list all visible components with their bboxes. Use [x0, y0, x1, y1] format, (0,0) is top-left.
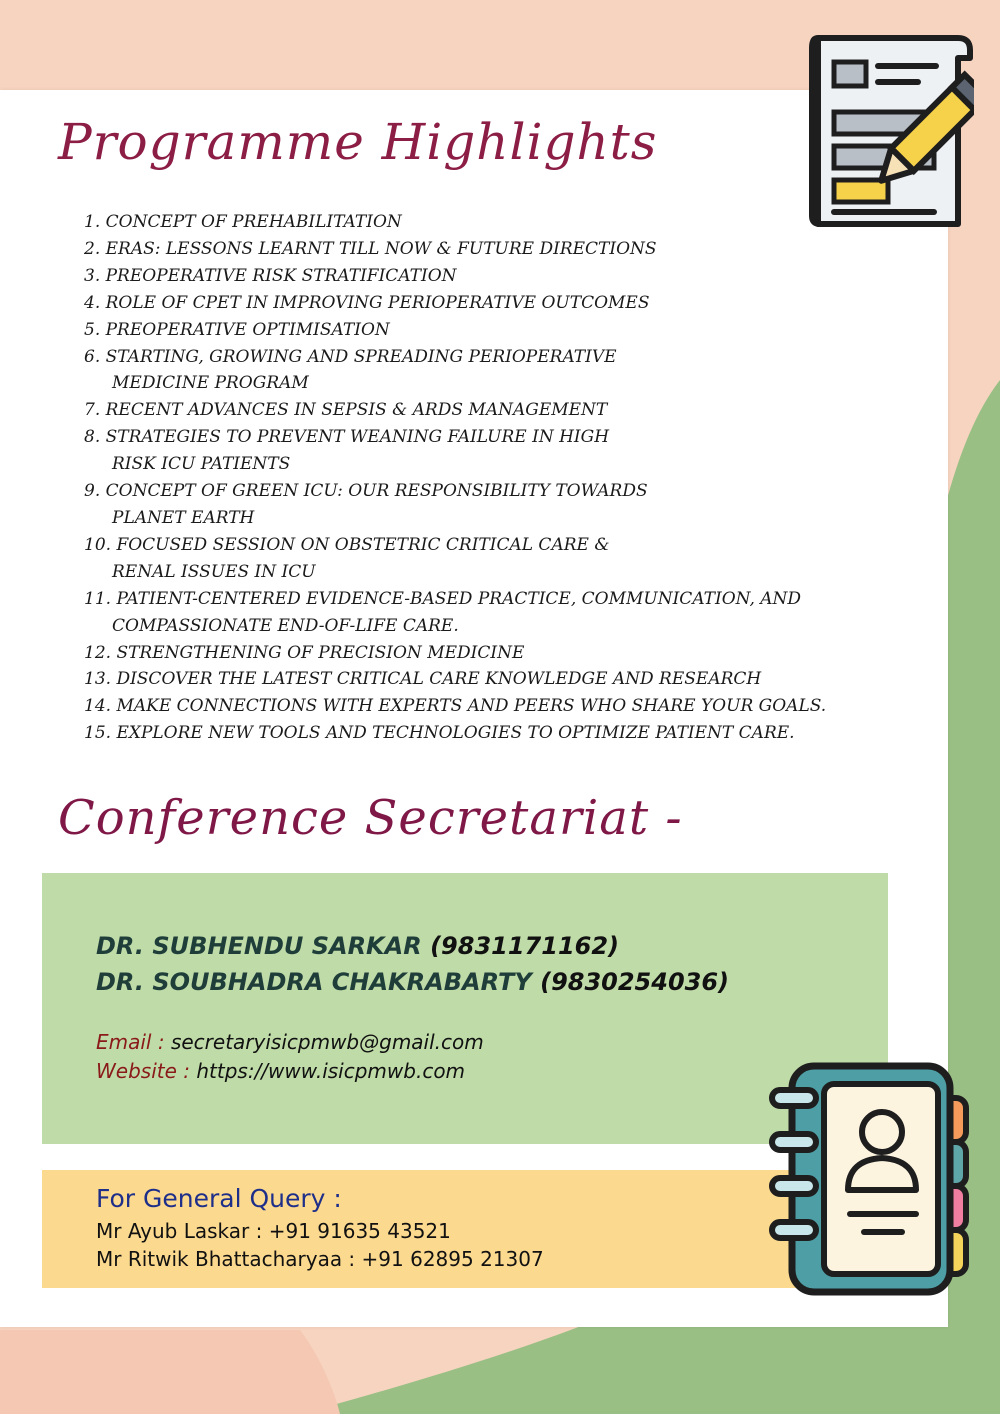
highlight-item-continuation: RENAL ISSUES IN ICU [112, 561, 316, 582]
email-line [96, 1030, 484, 1054]
doctor-phone: (9831171162) [430, 932, 620, 960]
doctor-contact-2 [96, 968, 729, 996]
highlight-item: 10. FOCUSED SESSION ON OBSTETRIC CRITICAL CARE & [84, 534, 610, 555]
highlight-item: 13. DISCOVER THE LATEST CRITICAL CARE KNOWLEDGE AND RESEARCH [84, 669, 762, 690]
highlight-item: 8. STRATEGIES TO PREVENT WEANING FAILURE IN HIGH [84, 427, 610, 448]
highlight-item: 5. PREOPERATIVE OPTIMISATION [84, 319, 390, 340]
query-contact-2: Mr Ritwik Bhattacharyaa : +91 62895 21307 [96, 1247, 544, 1271]
doctor-name: DR. SUBHENDU SARKAR [96, 932, 422, 960]
highlight-item: 11. PATIENT-CENTERED EVIDENCE-BASED PRACTICE, COMMUNICATION, AND [84, 588, 802, 609]
programme-highlights-title: Programme Highlights [58, 113, 658, 171]
website-line [96, 1059, 465, 1083]
website-link[interactable]: https://www.isicpmwb.com [196, 1059, 466, 1083]
email-label: Email : [96, 1030, 165, 1054]
general-query-title: For General Query : [96, 1184, 342, 1213]
highlight-item: 4. ROLE OF CPET IN IMPROVING PERIOPERATIVE OUTCOMES [84, 292, 650, 313]
highlight-item-continuation: PLANET EARTH [112, 507, 255, 528]
secretariat-box [42, 873, 888, 1144]
highlight-item: 3. PREOPERATIVE RISK STRATIFICATION [84, 265, 457, 286]
doctor-contact-1 [96, 932, 619, 960]
highlight-item: 14. MAKE CONNECTIONS WITH EXPERTS AND PEERS WHO SHARE YOUR GOALS. [84, 696, 827, 717]
email-address[interactable]: secretaryisicpmwb@gmail.com [170, 1030, 484, 1054]
highlight-item-continuation: COMPASSIONATE END-OF-LIFE CARE. [112, 615, 459, 636]
doctor-name: DR. SOUBHADRA CHAKRABARTY [96, 968, 532, 996]
highlight-item-continuation: RISK ICU PATIENTS [112, 454, 291, 475]
highlight-item: 12. STRENGTHENING OF PRECISION MEDICINE [84, 642, 525, 663]
highlight-item: 2. ERAS: LESSONS LEARNT TILL NOW & FUTURE DIRECTIONS [84, 238, 657, 259]
query-contact-1: Mr Ayub Laskar : +91 91635 43521 [96, 1219, 451, 1243]
highlight-item: 1. CONCEPT OF PREHABILITATION [84, 212, 402, 232]
conference-secretariat-title: Conference Secretariat - [58, 790, 683, 846]
highlight-item: 9. CONCEPT OF GREEN ICU: OUR RESPONSIBILITY TOWARDS [84, 481, 648, 502]
highlight-item: 6. STARTING, GROWING AND SPREADING PERIOPERATIVE [84, 346, 617, 367]
contact-book-icon [764, 1062, 970, 1298]
highlight-item: 7. RECENT ADVANCES IN SEPSIS & ARDS MANAGEMENT [84, 400, 608, 421]
programme-highlights-list [84, 209, 904, 747]
document-pencil-icon [808, 34, 974, 230]
doctor-phone: (9830254036) [540, 968, 730, 996]
highlight-item-continuation: MEDICINE PROGRAM [112, 373, 309, 394]
website-label: Website : [96, 1059, 190, 1083]
highlight-item: 15. EXPLORE NEW TOOLS AND TECHNOLOGIES TO OPTIMIZE PATIENT CARE. [84, 723, 795, 744]
